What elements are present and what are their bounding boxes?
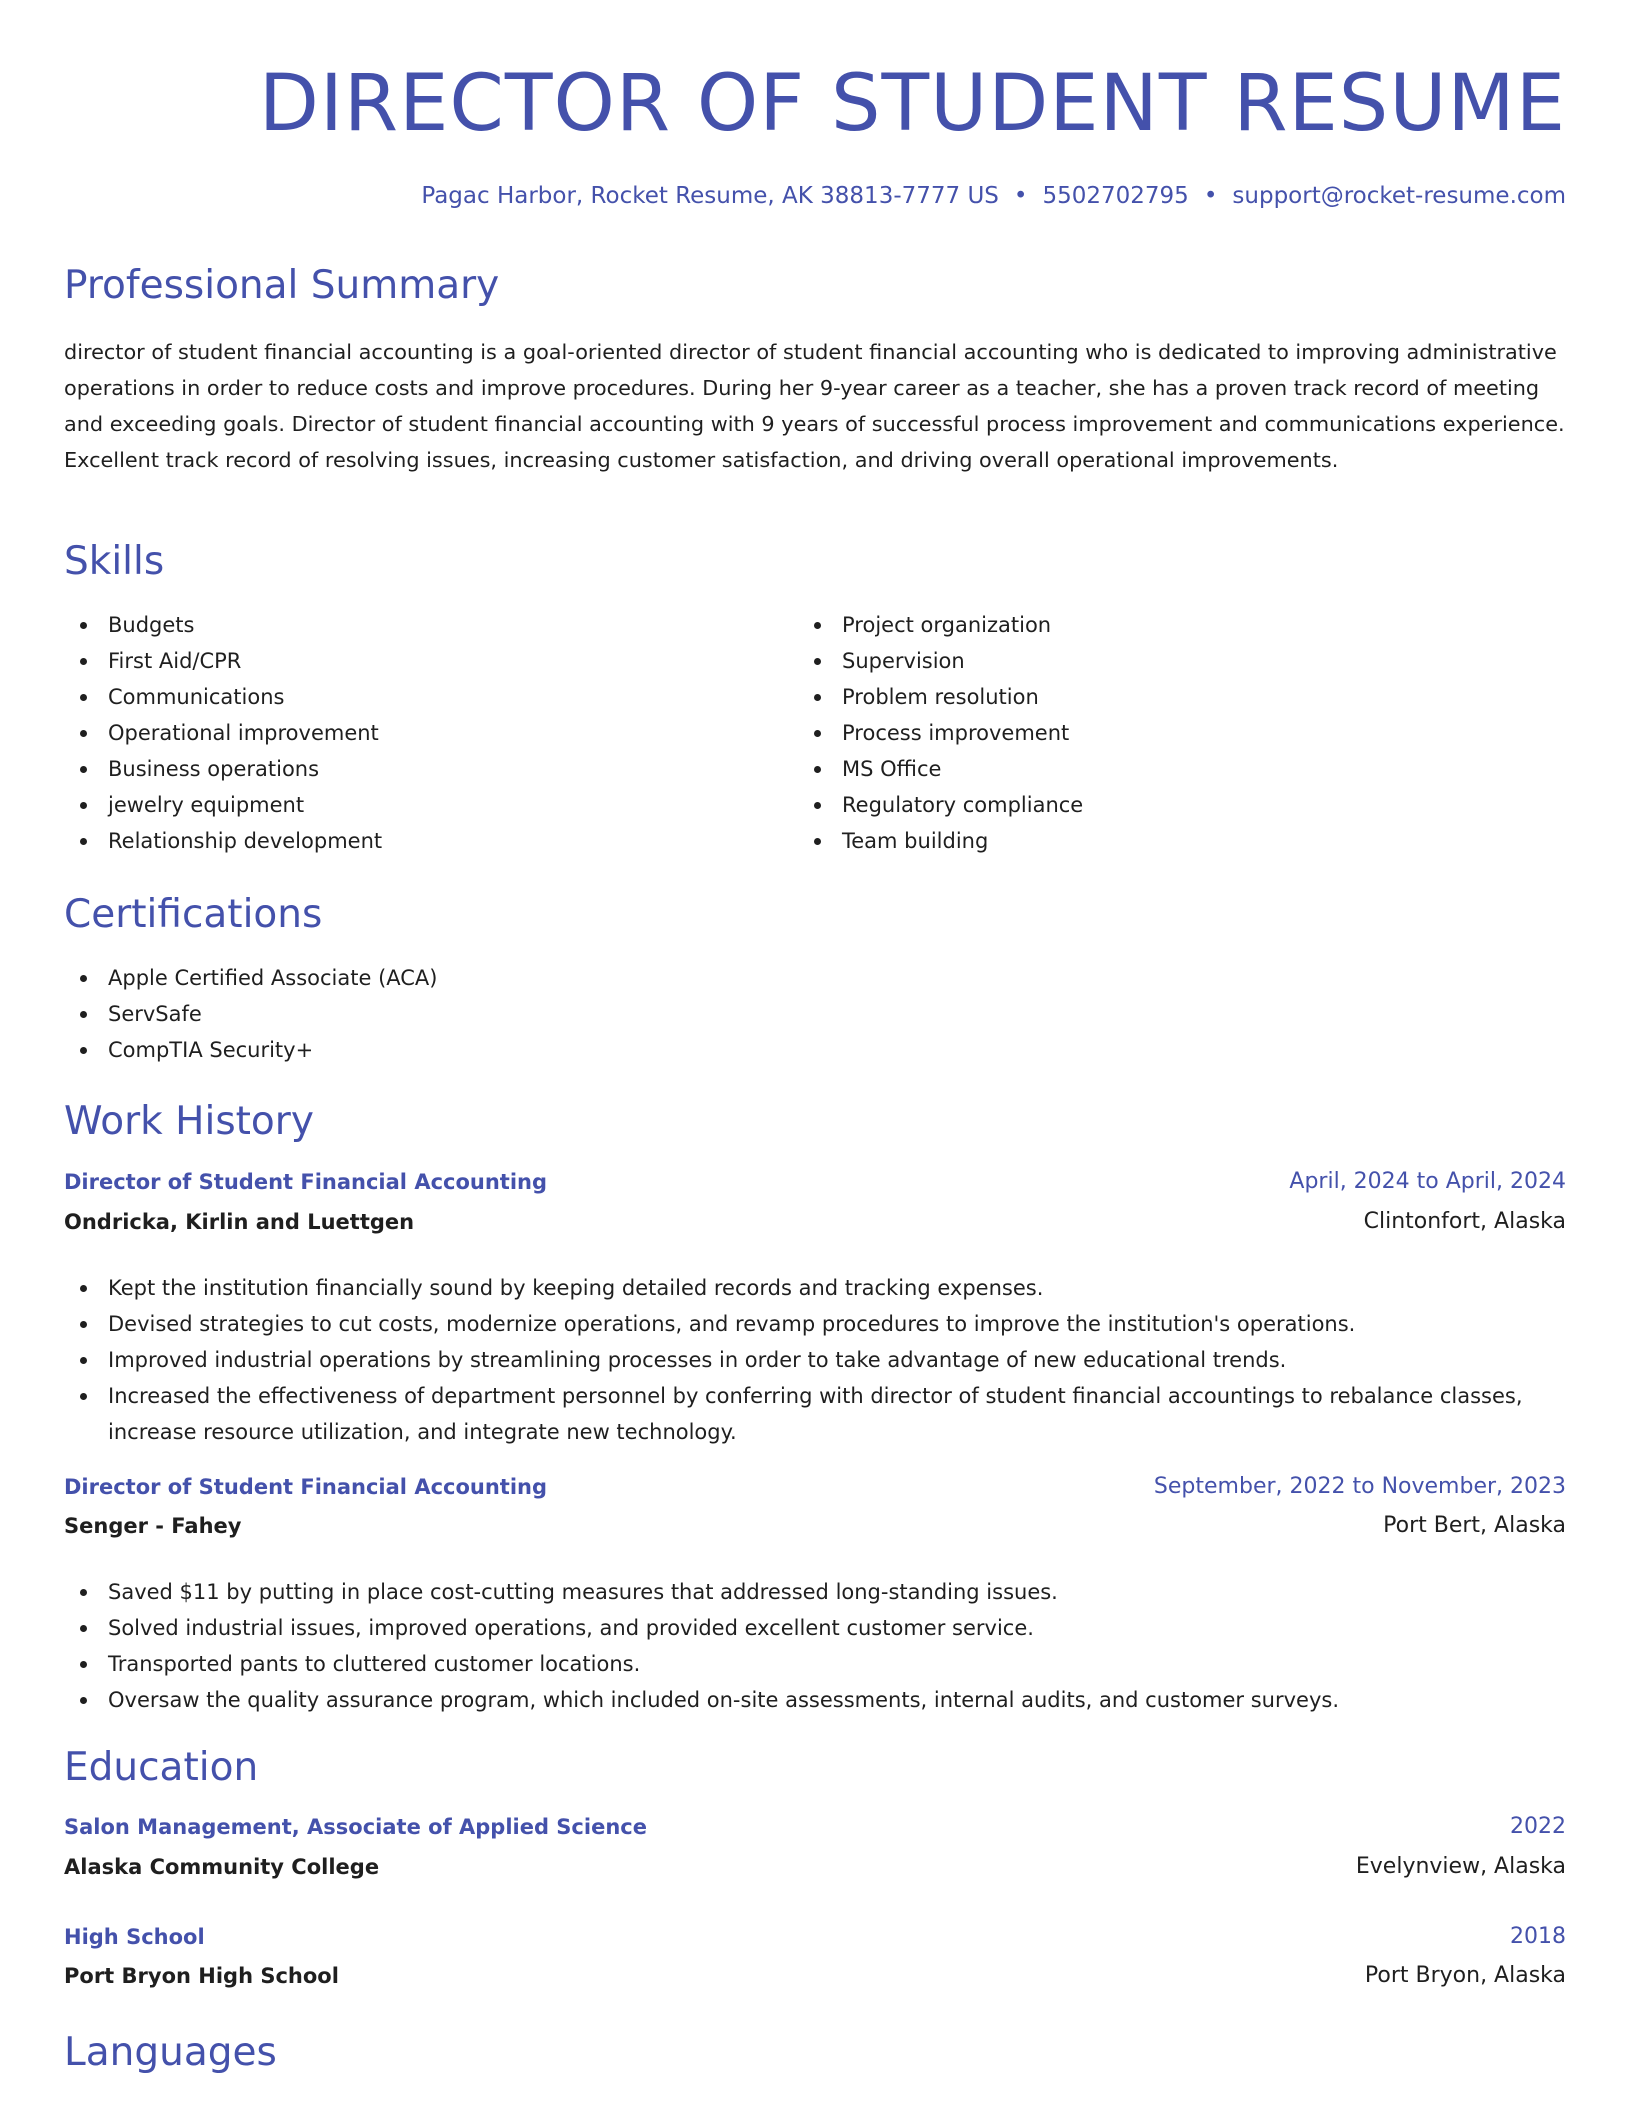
- job-title-row: [64, 1469, 1566, 1505]
- skill-item: Project organization: [798, 607, 1398, 643]
- skill-item: Communications: [64, 679, 664, 715]
- job-title-row: [64, 1164, 1566, 1200]
- job-company-row: [64, 1204, 1566, 1240]
- job-bullet: Improved industrial operations by streamlining processes in order to take advantage of new educational trends.: [64, 1342, 1566, 1378]
- job-bullet: Increased the effectiveness of department personnel by conferring with director of student financial accountings to rebalance classes, increase resource utilization, and integrate new technology.: [64, 1378, 1566, 1450]
- skill-item: Process improvement: [798, 715, 1398, 751]
- job-company: Ondricka, Kirlin and Luettgen: [64, 1210, 415, 1234]
- education-school: Alaska Community College: [64, 1855, 380, 1879]
- skill-item: First Aid/CPR: [64, 643, 664, 679]
- contact-email[interactable]: support@rocket-resume.com: [1232, 183, 1566, 209]
- education-degree-row: [64, 1809, 1566, 1845]
- skill-item: Operational improvement: [64, 715, 664, 751]
- job-company-row: [64, 1508, 1566, 1544]
- skill-item: Relationship development: [64, 823, 664, 859]
- education-location: Port Bryon, Alaska: [1364, 1963, 1566, 1988]
- job-bullet: Devised strategies to cut costs, modernize operations, and revamp procedures to improve the institution's operations.: [64, 1306, 1566, 1342]
- job-bullets: [64, 1270, 1566, 1450]
- skill-item: jewelry equipment: [64, 787, 664, 823]
- education-school: Port Bryon High School: [64, 1964, 339, 1988]
- skill-item: Team building: [798, 823, 1398, 859]
- section-title-work-history: Work History: [64, 1099, 314, 1144]
- education-year: 2018: [1510, 1924, 1566, 1949]
- skill-item: Budgets: [64, 607, 664, 643]
- education-school-row: [64, 1958, 1566, 1994]
- job-role: Director of Student Financial Accounting: [64, 1475, 548, 1499]
- skills-list-left: [64, 607, 664, 859]
- job-bullets: [64, 1574, 1566, 1718]
- job-company: Senger - Fahey: [64, 1514, 242, 1538]
- section-title-languages: Languages: [64, 2030, 277, 2075]
- contact-address: Pagac Harbor, Rocket Resume, AK 38813-7777 US: [421, 183, 999, 209]
- job-bullet: Solved industrial issues, improved operations, and provided excellent customer service.: [64, 1610, 1566, 1646]
- contact-separator: •: [1203, 183, 1218, 209]
- resume-name: DIRECTOR OF STUDENT RESUME: [258, 59, 1566, 149]
- education-location: Evelynview, Alaska: [1355, 1854, 1566, 1879]
- certification-item: Apple Certified Associate (ACA): [64, 960, 964, 996]
- job-role: Director of Student Financial Accounting: [64, 1170, 548, 1194]
- education-year: 2022: [1510, 1814, 1566, 1839]
- education-degree: Salon Management, Associate of Applied Science: [64, 1815, 647, 1839]
- skill-item: MS Office: [798, 751, 1398, 787]
- job-bullet: Oversaw the quality assurance program, which included on-site assessments, internal audits, and customer surveys.: [64, 1682, 1566, 1718]
- contact-line: [421, 178, 1566, 214]
- section-title-skills: Skills: [64, 539, 165, 584]
- job-dates: April, 2024 to April, 2024: [1289, 1169, 1566, 1194]
- job-bullet: Kept the institution financially sound by keeping detailed records and tracking expenses.: [64, 1270, 1566, 1306]
- skill-item: Regulatory compliance: [798, 787, 1398, 823]
- certification-item: CompTIA Security+: [64, 1032, 964, 1068]
- section-title-education: Education: [64, 1745, 259, 1790]
- certifications-list: [64, 960, 964, 1068]
- contact-separator: •: [1013, 183, 1028, 209]
- summary-text: director of student financial accounting is a goal-oriented director of student financial accounting who is dedicated to improving administrative operations in order to reduce costs and improve procedures. During her 9-year career as a teacher, she has a proven track record of meeting and exceeding goals. Director of student financial accounting with 9 years of successful process improvement and communications experience. Excellent track record of resolving issues, increasing customer satisfaction, and driving overall operational improvements.: [64, 340, 1565, 472]
- skills-list-right: [798, 607, 1398, 859]
- job-dates: September, 2022 to November, 2023: [1153, 1474, 1566, 1499]
- job-bullet: Transported pants to cluttered customer locations.: [64, 1646, 1566, 1682]
- education-school-row: [64, 1849, 1566, 1885]
- skill-item: Problem resolution: [798, 679, 1398, 715]
- section-title-summary: Professional Summary: [64, 263, 500, 308]
- certification-item: ServSafe: [64, 996, 964, 1032]
- job-location: Port Bert, Alaska: [1383, 1513, 1566, 1538]
- job-location: Clintonfort, Alaska: [1363, 1209, 1566, 1234]
- contact-phone: 5502702795: [1042, 183, 1189, 209]
- education-degree-row: [64, 1919, 1566, 1955]
- section-title-certifications: Certifications: [64, 892, 323, 937]
- skill-item: Supervision: [798, 643, 1398, 679]
- job-bullet: Saved $11 by putting in place cost-cutting measures that addressed long-standing issues.: [64, 1574, 1566, 1610]
- education-degree: High School: [64, 1925, 205, 1949]
- skill-item: Business operations: [64, 751, 664, 787]
